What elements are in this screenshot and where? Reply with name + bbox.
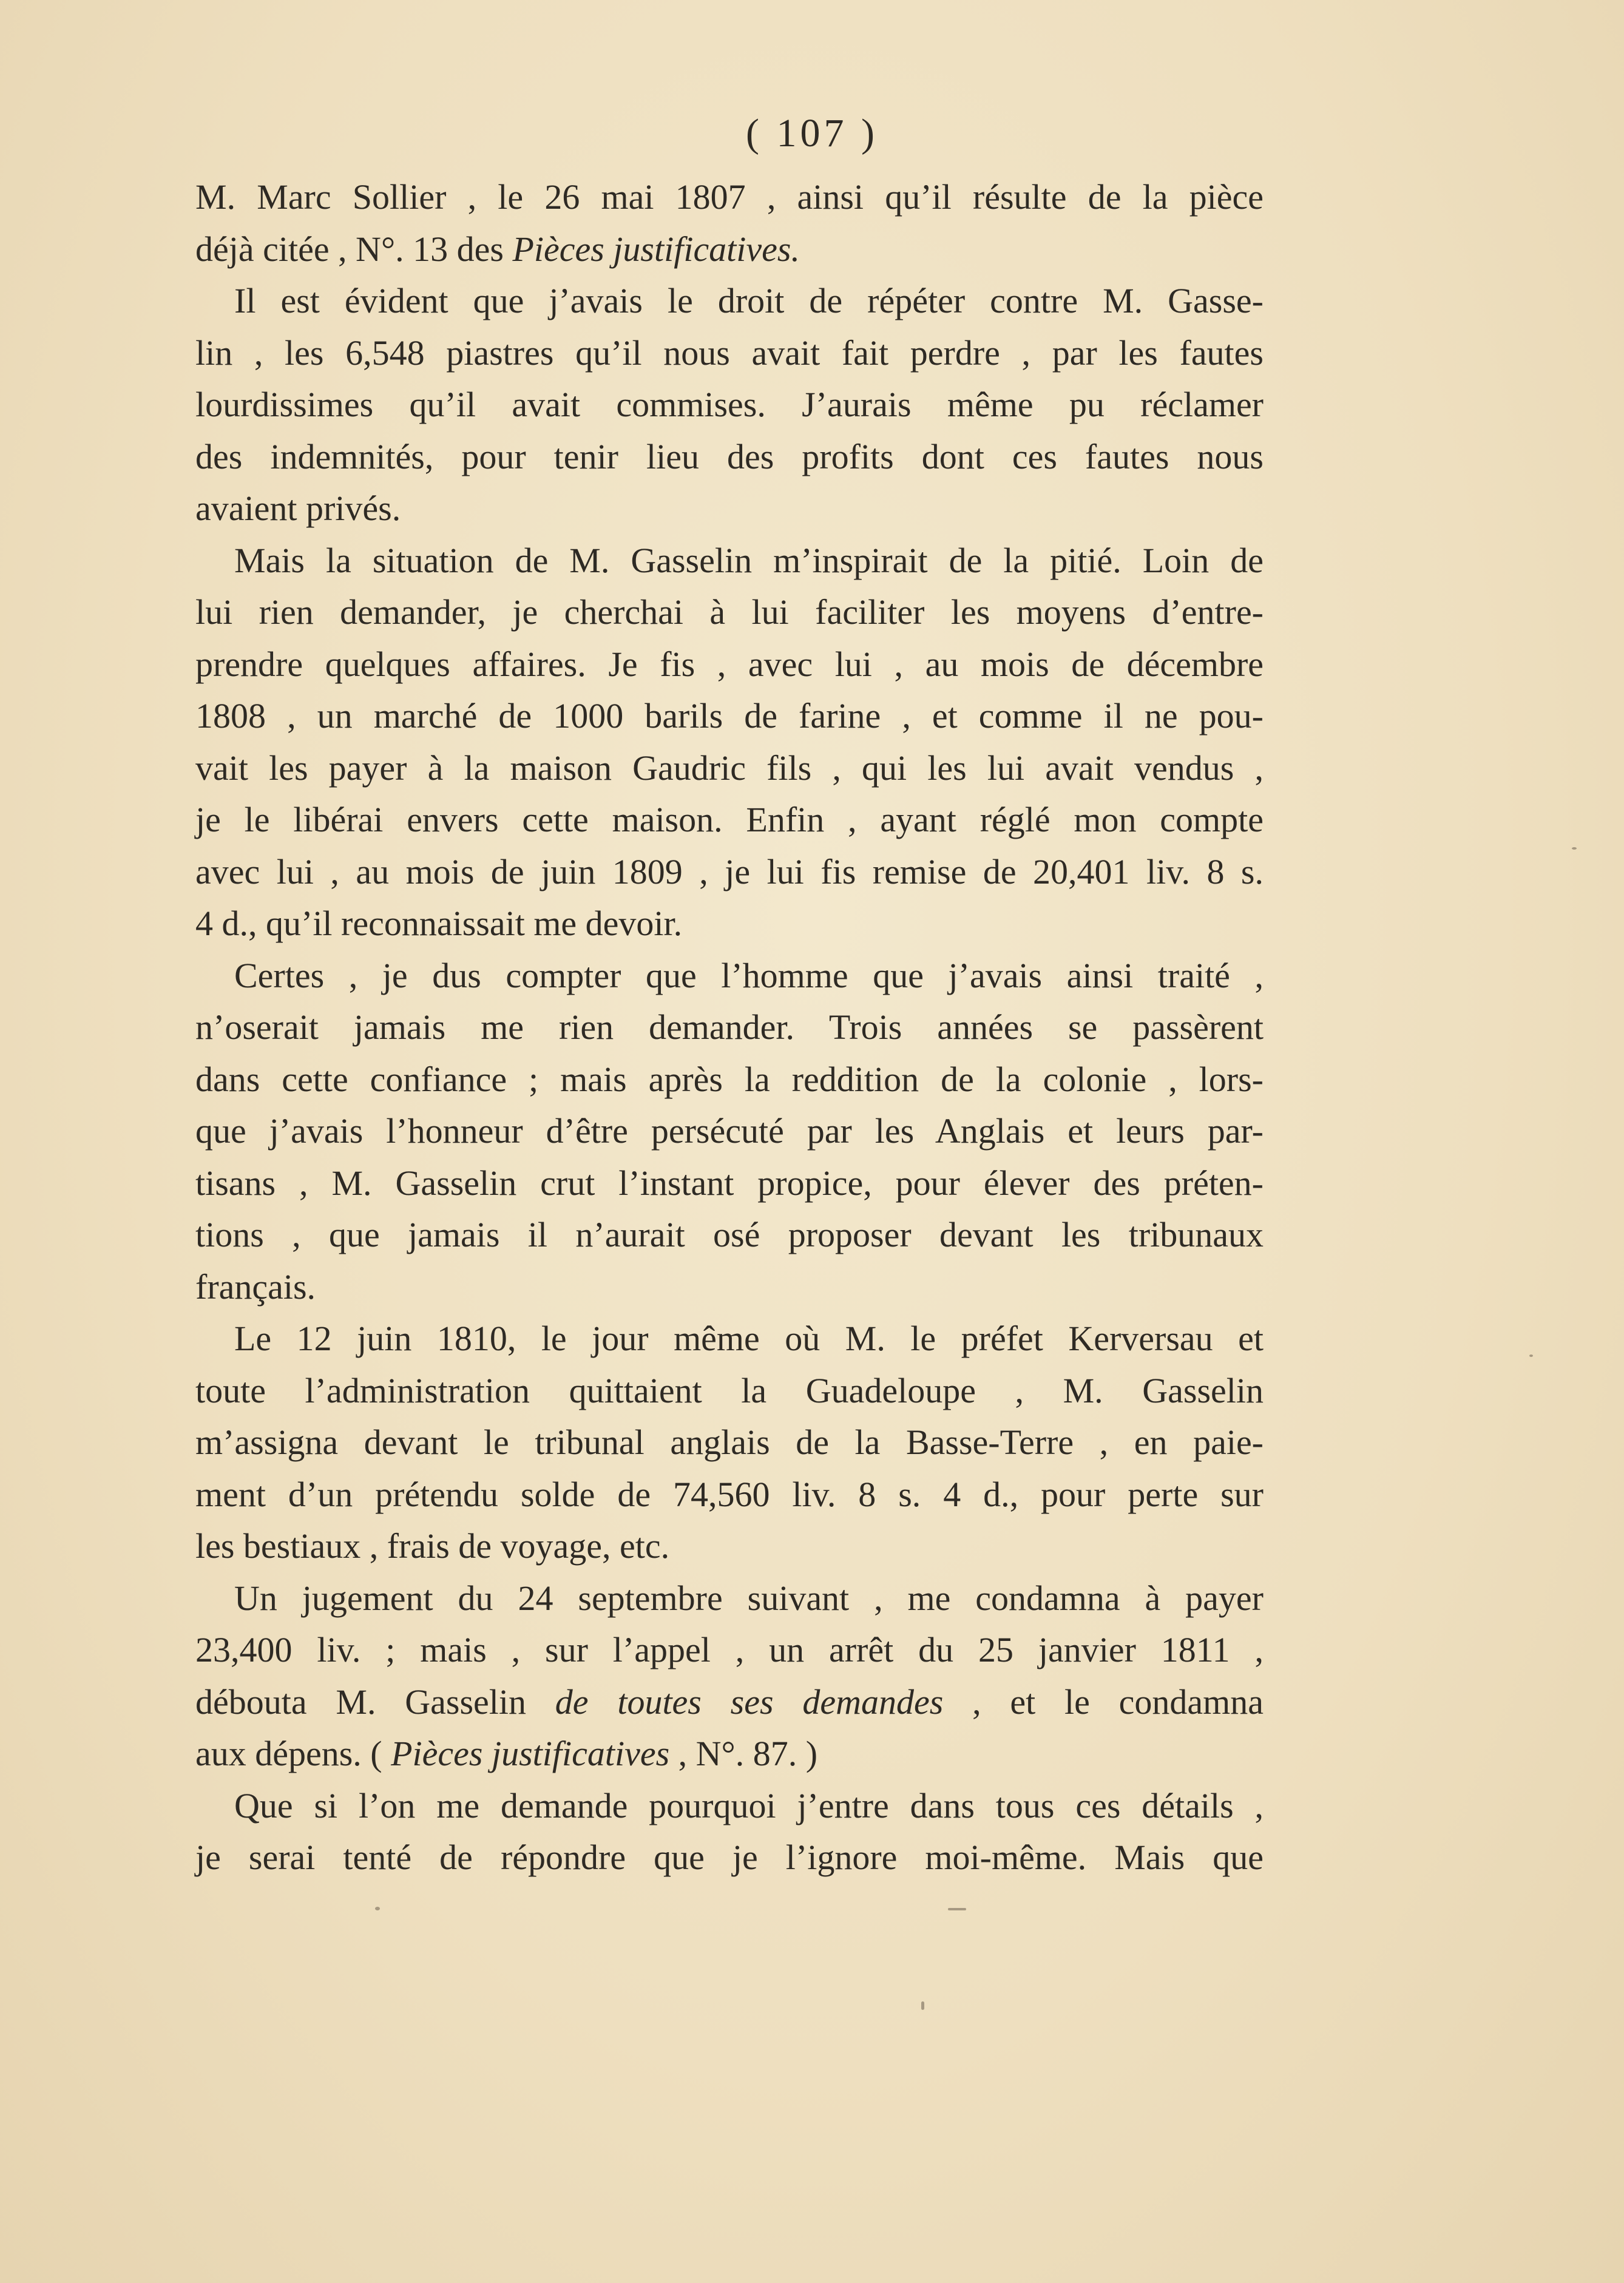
- text-line: [195, 1676, 1264, 1728]
- text-line: je serai tenté de répondre que je l’ignore moi-même. Mais que: [195, 1838, 1264, 1877]
- text-line: Le 12 juin 1810, le jour même où M. le préfet Kerversau et: [234, 1319, 1264, 1358]
- text-line: tions , que jamais il n’aurait osé proposer devant les tribunaux: [195, 1215, 1264, 1254]
- paper-speck: [921, 2001, 924, 2010]
- text-line: M. Marc Sollier , le 26 mai 1807 , ainsi qu’il résulte de la pièce: [195, 177, 1264, 217]
- text-line: toute l’administration quittaient la Guadeloupe , M. Gasselin: [195, 1370, 1264, 1410]
- text-line: 1808 , un marché de 1000 barils de farine , et comme il ne pou-: [195, 696, 1264, 736]
- paper-speck: [948, 1908, 966, 1910]
- text-line: des indemnités, pour tenir lieu des profits dont ces fautes nous: [195, 436, 1264, 476]
- text-line: 4 d., qu’il reconnaissait me devoir.: [195, 904, 683, 943]
- text-line: Il est évident que j’avais le droit de répéter contre M. Gasse-: [234, 281, 1264, 320]
- text-line: tisans , M. Gasselin crut l’instant propice, pour élever des préten-: [195, 1163, 1264, 1203]
- paper-speck: [375, 1907, 380, 1910]
- text-line: avaient privés.: [195, 489, 401, 528]
- text-line: dans cette confiance ; mais après la reddition de la colonie , lors-: [195, 1059, 1264, 1099]
- text-line: 23,400 liv. ; mais , sur l’appel , un arrêt du 25 janvier 1811 ,: [195, 1630, 1264, 1669]
- text-line: vait les payer à la maison Gaudric fils , qui les lui avait vendus ,: [195, 748, 1264, 788]
- text-line: que j’avais l’honneur d’être persécuté par les Anglais et leurs par-: [195, 1111, 1264, 1151]
- text-line: français.: [195, 1267, 316, 1307]
- text-line: lin , les 6,548 piastres qu’il nous avait fait perdre , par les fautes: [195, 333, 1264, 373]
- paper-speck: [1572, 847, 1577, 850]
- italic-text-run: Pièces justificatives.: [512, 229, 800, 269]
- text-line: lui rien demander, je cherchai à lui faciliter les moyens d’entre-: [195, 592, 1264, 632]
- text-run: , N°. 87. ): [669, 1734, 818, 1773]
- text-run: , et le condamna: [943, 1682, 1264, 1722]
- text-line: Certes , je dus compter que l’homme que j’avais ainsi traité ,: [234, 955, 1264, 995]
- text-line: avec lui , au mois de juin 1809 , je lui fis remise de 20,401 liv. 8 s.: [195, 851, 1264, 891]
- text-line: ment d’un prétendu solde de 74,560 liv. 8 s. 4 d., pour perte sur: [195, 1474, 1264, 1514]
- italic-text-run: de toutes ses demandes: [555, 1682, 944, 1722]
- text-line: m’assigna devant le tribunal anglais de la Basse-Terre , en paie-: [195, 1422, 1264, 1462]
- body-text: [195, 171, 1264, 1884]
- text-line: Mais la situation de M. Gasselin m’inspirait de la pitié. Loin de: [234, 540, 1264, 580]
- text-line: [195, 1728, 1264, 1780]
- page-number: ( 107 ): [746, 111, 878, 155]
- text-run: aux dépens. (: [195, 1734, 391, 1773]
- text-line: n’oserait jamais me rien demander. Trois années se passèrent: [195, 1007, 1264, 1047]
- text-line: les bestiaux , frais de voyage, etc.: [195, 1526, 670, 1566]
- text-run: déjà citée , N°. 13 des: [195, 229, 513, 269]
- text-line: [195, 223, 1264, 276]
- text-line: Un jugement du 24 septembre suivant , me condamna à payer: [234, 1578, 1264, 1618]
- italic-text-run: Pièces justificatives: [391, 1734, 670, 1773]
- text-line: je le libérai envers cette maison. Enfin , ayant réglé mon compte: [195, 800, 1264, 839]
- text-line: Que si l’on me demande pourquoi j’entre dans tous ces détails ,: [234, 1785, 1264, 1825]
- text-line: prendre quelques affaires. Je fis , avec lui , au mois de décembre: [195, 644, 1264, 684]
- text-line: lourdissimes qu’il avait commises. J’aurais même pu réclamer: [195, 385, 1264, 424]
- text-run: débouta M. Gasselin: [195, 1682, 555, 1722]
- paper-speck: [1529, 1355, 1533, 1357]
